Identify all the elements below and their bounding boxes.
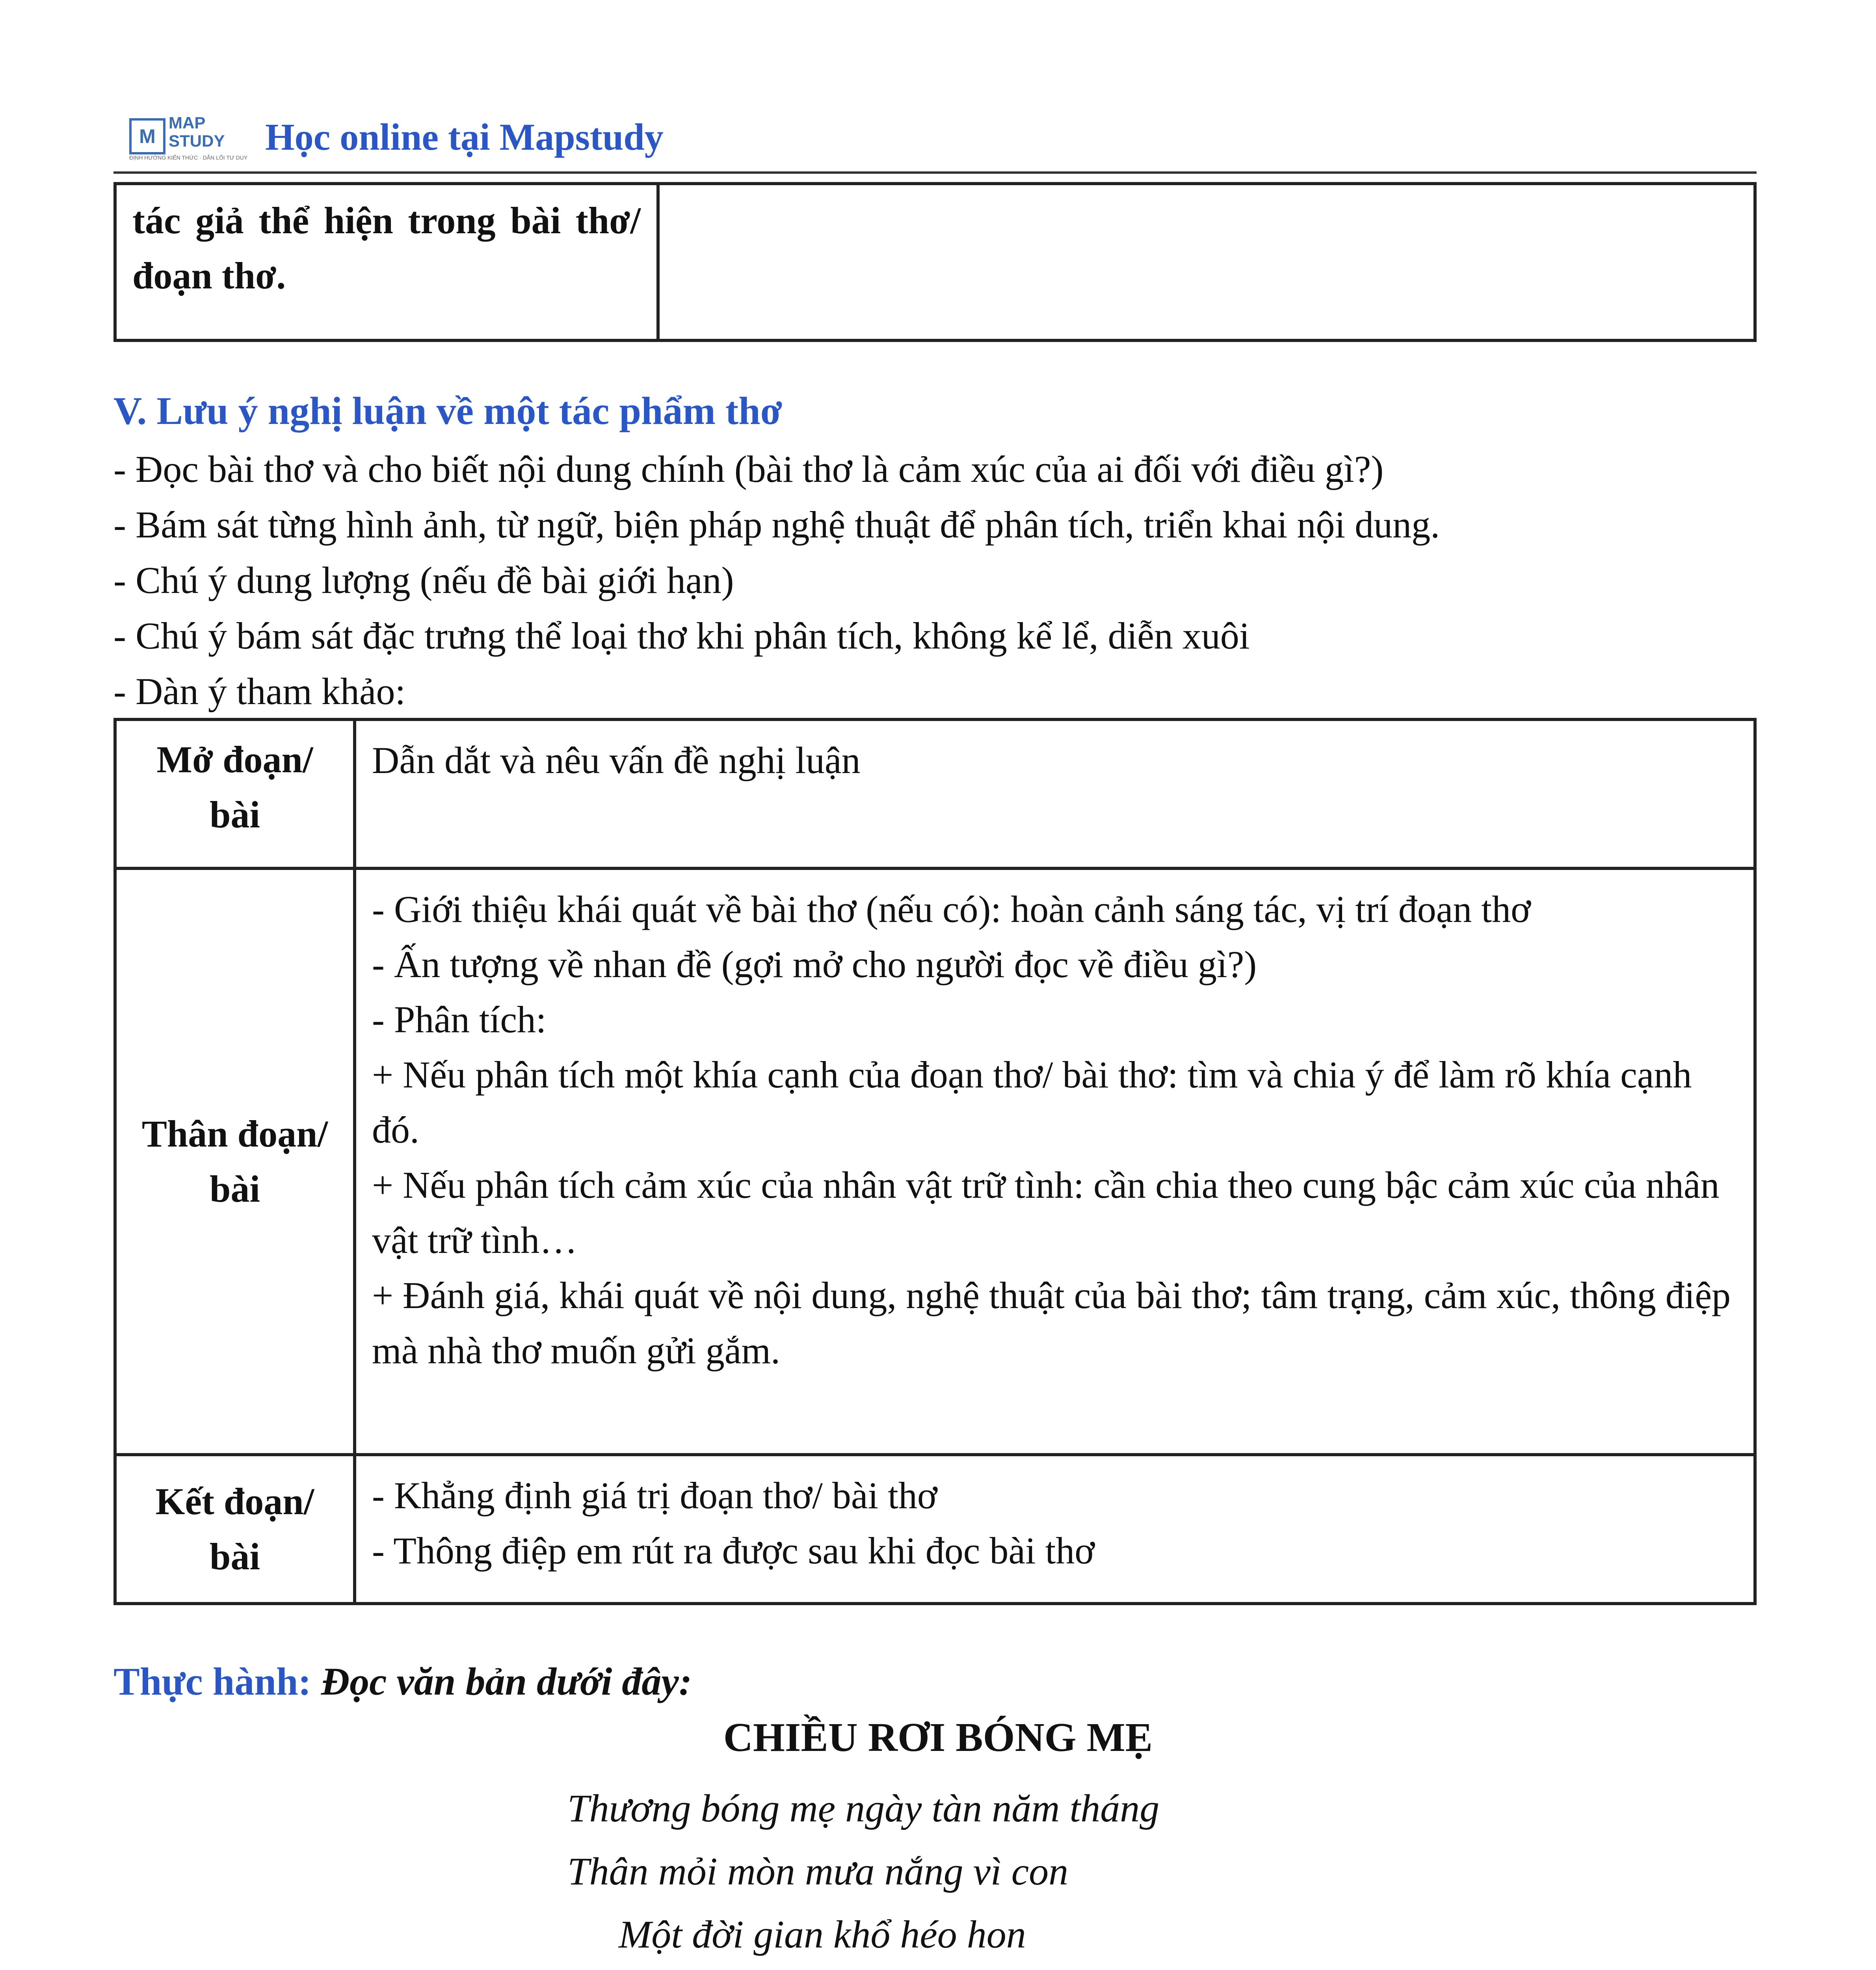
page-header [113, 106, 1757, 169]
logo-tagline: ĐỊNH HƯỚNG KIẾN THỨC · DẪN LỐI TƯ DUY [129, 154, 248, 161]
section-v-bullets [113, 441, 1768, 719]
bullet-item: - Chú ý dung lượng (nếu đề bài giới hạn) [113, 559, 734, 601]
body-line: - Ấn tượng về nhan đề (gợi mở cho người đọc về điều gì?) [372, 943, 1257, 985]
logo-text-map: MAP [169, 113, 206, 132]
poem-line [567, 1966, 1159, 1970]
ending-line: - Khẳng định giá trị đoạn thơ/ bài thơ [372, 1474, 937, 1517]
practice-instruction: Đọc văn bản dưới đây: [321, 1660, 692, 1703]
body-line: + Đánh giá, khái quát về nội dung, nghệ thuật của bài thơ; tâm trạng, cảm xúc, thông điệp mà nhà thơ muốn gửi gắm. [372, 1274, 1731, 1372]
bullet-item: - Bám sát từng hình ảnh, từ ngữ, biện pháp nghệ thuật để phân tích, triển khai nội dung. [113, 504, 1440, 546]
bullet-item: - Chú ý bám sát đặc trưng thể loại thơ khi phân tích, không kể lể, diễn xuôi [113, 615, 1250, 657]
label-ending: Kết đoạn/ bài [115, 1455, 355, 1604]
poem-line: Một đời gian khổ héo hon [619, 1912, 1026, 1956]
poem-body [567, 1777, 1159, 1970]
header-divider [113, 171, 1757, 174]
section-v-title: V. Lưu ý nghị luận về một tác phẩm thơ [113, 389, 783, 433]
table-cell-criteria: tác giả thể hiện trong bài thơ/đoạn thơ. [115, 184, 658, 340]
table-row-ending [115, 1455, 1755, 1604]
poem-line: Thân mỏi mòn mưa nắng vì con [567, 1849, 1069, 1893]
content-opening: Dẫn dắt và nêu vấn đề nghị luận [355, 719, 1755, 868]
content-ending [355, 1455, 1755, 1604]
body-line: - Giới thiệu khái quát về bài thơ (nếu có): hoàn cảnh sáng tác, vị trí đoạn thơ [372, 888, 1531, 930]
body-line: - Phân tích: [372, 998, 547, 1041]
poem-line: Thương bóng mẹ ngày tàn năm tháng [567, 1786, 1160, 1830]
label-opening: Mở đoạn/ bài [115, 719, 355, 868]
logo-text-study: STUDY [169, 132, 225, 150]
content-body [355, 868, 1755, 1455]
bullet-item: - Đọc bài thơ và cho biết nội dung chính (bài thơ là cảm xúc của ai đối với điều gì?) [113, 448, 1384, 490]
header-title: Học online tại Mapstudy [265, 116, 664, 158]
body-line: + Nếu phân tích cảm xúc của nhân vật trữ tình: cần chia theo cung bậc cảm xúc của nhân vật trữ tình… [372, 1164, 1720, 1261]
practice-heading [113, 1659, 692, 1704]
table-row-body [115, 868, 1755, 1455]
label-body: Thân đoạn/ bài [115, 868, 355, 1455]
table-row [115, 184, 1755, 340]
poem-title: CHIỀU RƠI BÓNG MẸ [723, 1715, 1153, 1760]
mapstudy-logo [129, 110, 263, 161]
logo-mark-icon: M [129, 118, 165, 154]
continuation-table [113, 182, 1757, 342]
ending-line: - Thông điệp em rút ra được sau khi đọc bài thơ [372, 1530, 1095, 1572]
bullet-item: - Dàn ý tham khảo: [113, 670, 406, 712]
table-row-opening [115, 719, 1755, 868]
outline-table [113, 718, 1757, 1605]
body-line: + Nếu phân tích một khía cạnh của đoạn thơ/ bài thơ: tìm và chia ý để làm rõ khía cạnh đó. [372, 1054, 1692, 1151]
table-cell-empty [658, 184, 1755, 340]
practice-label: Thực hành: [113, 1660, 311, 1703]
